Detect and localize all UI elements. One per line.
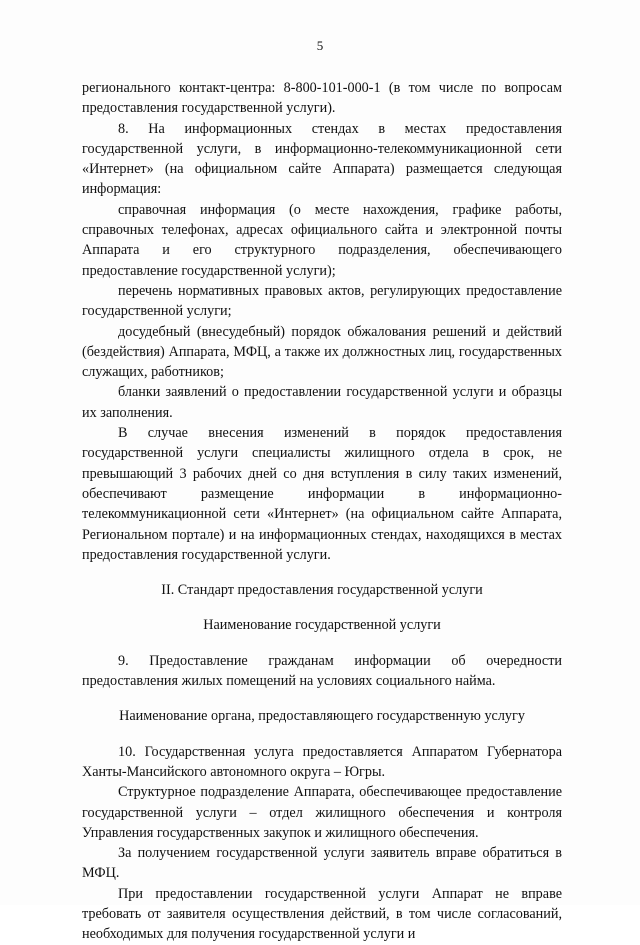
list-item: досудебный (внесудебный) порядок обжалования решений и действий (бездействия) Аппарата, МФЦ, а также их должностных лиц, государственных служащих, работников;	[82, 323, 562, 381]
list-item: перечень нормативных правовых актов, регулирующих предоставление государственной услуги;	[82, 282, 562, 320]
list-item: бланки заявлений о предоставлении государственной услуги и образцы их заполнения.	[82, 384, 562, 421]
paragraph: 10. Государственная услуга предоставляется Аппаратом Губернатора Ханты-Мансийского автономного округа – Югры.	[82, 743, 562, 780]
list-item: справочная информация (о месте нахождения, графике работы, справочных телефонах, адресах официального сайта и электронной почты Аппарата и его структурного подразделения, обеспечивающего предоставление государственной услуги);	[82, 201, 562, 279]
section-heading: II. Стандарт предоставления государственной услуги	[161, 582, 483, 599]
subsection-heading: Наименование органа, предоставляющего государственную услугу	[119, 708, 525, 725]
paragraph: 8. На информационных стендах в местах предоставления государственной услуги, в информационно-телекоммуникационной сети «Интернет» (на официальном сайте Аппарата) размещается следующая информация:	[82, 120, 562, 198]
paragraph: В случае внесения изменений в порядок предоставления государственной услуги специалисты жилищного отдела в срок, не превышающий 3 рабочих дней со дня вступления в силу таких изменений, обеспечивают размещение информации в информационно-телекоммуникационной сети «Интернет» (на официальном сайте Аппарата, Региональном портале) и на информационных стендах, находящихся в местах предоставления государственной услуги.	[82, 425, 562, 563]
paragraph: 9. Предоставление гражданам информации об очередности предоставления жилых помещений на условиях социального найма.	[82, 652, 562, 690]
page-number: 5	[316, 38, 324, 53]
subsection-heading: Наименование государственной услуги	[203, 617, 441, 634]
paragraph: За получением государственной услуги заявитель вправе обратиться в МФЦ.	[82, 845, 562, 882]
paragraph: При предоставлении государственной услуги Аппарат не вправе требовать от заявителя осуществления действий, в том числе согласований, необходимых для получения государственной услуги и	[82, 885, 562, 943]
document-body	[82, 78, 562, 945]
paragraph: регионального контакт-центра: 8-800-101-000-1 (в том числе по вопросам предоставления государственной услуги).	[82, 80, 562, 117]
paragraph: Структурное подразделение Аппарата, обеспечивающее предоставление государственной услуги – отдел жилищного обеспечения и контроля Управления государственных закупок и жилищного обеспечения.	[82, 784, 562, 841]
